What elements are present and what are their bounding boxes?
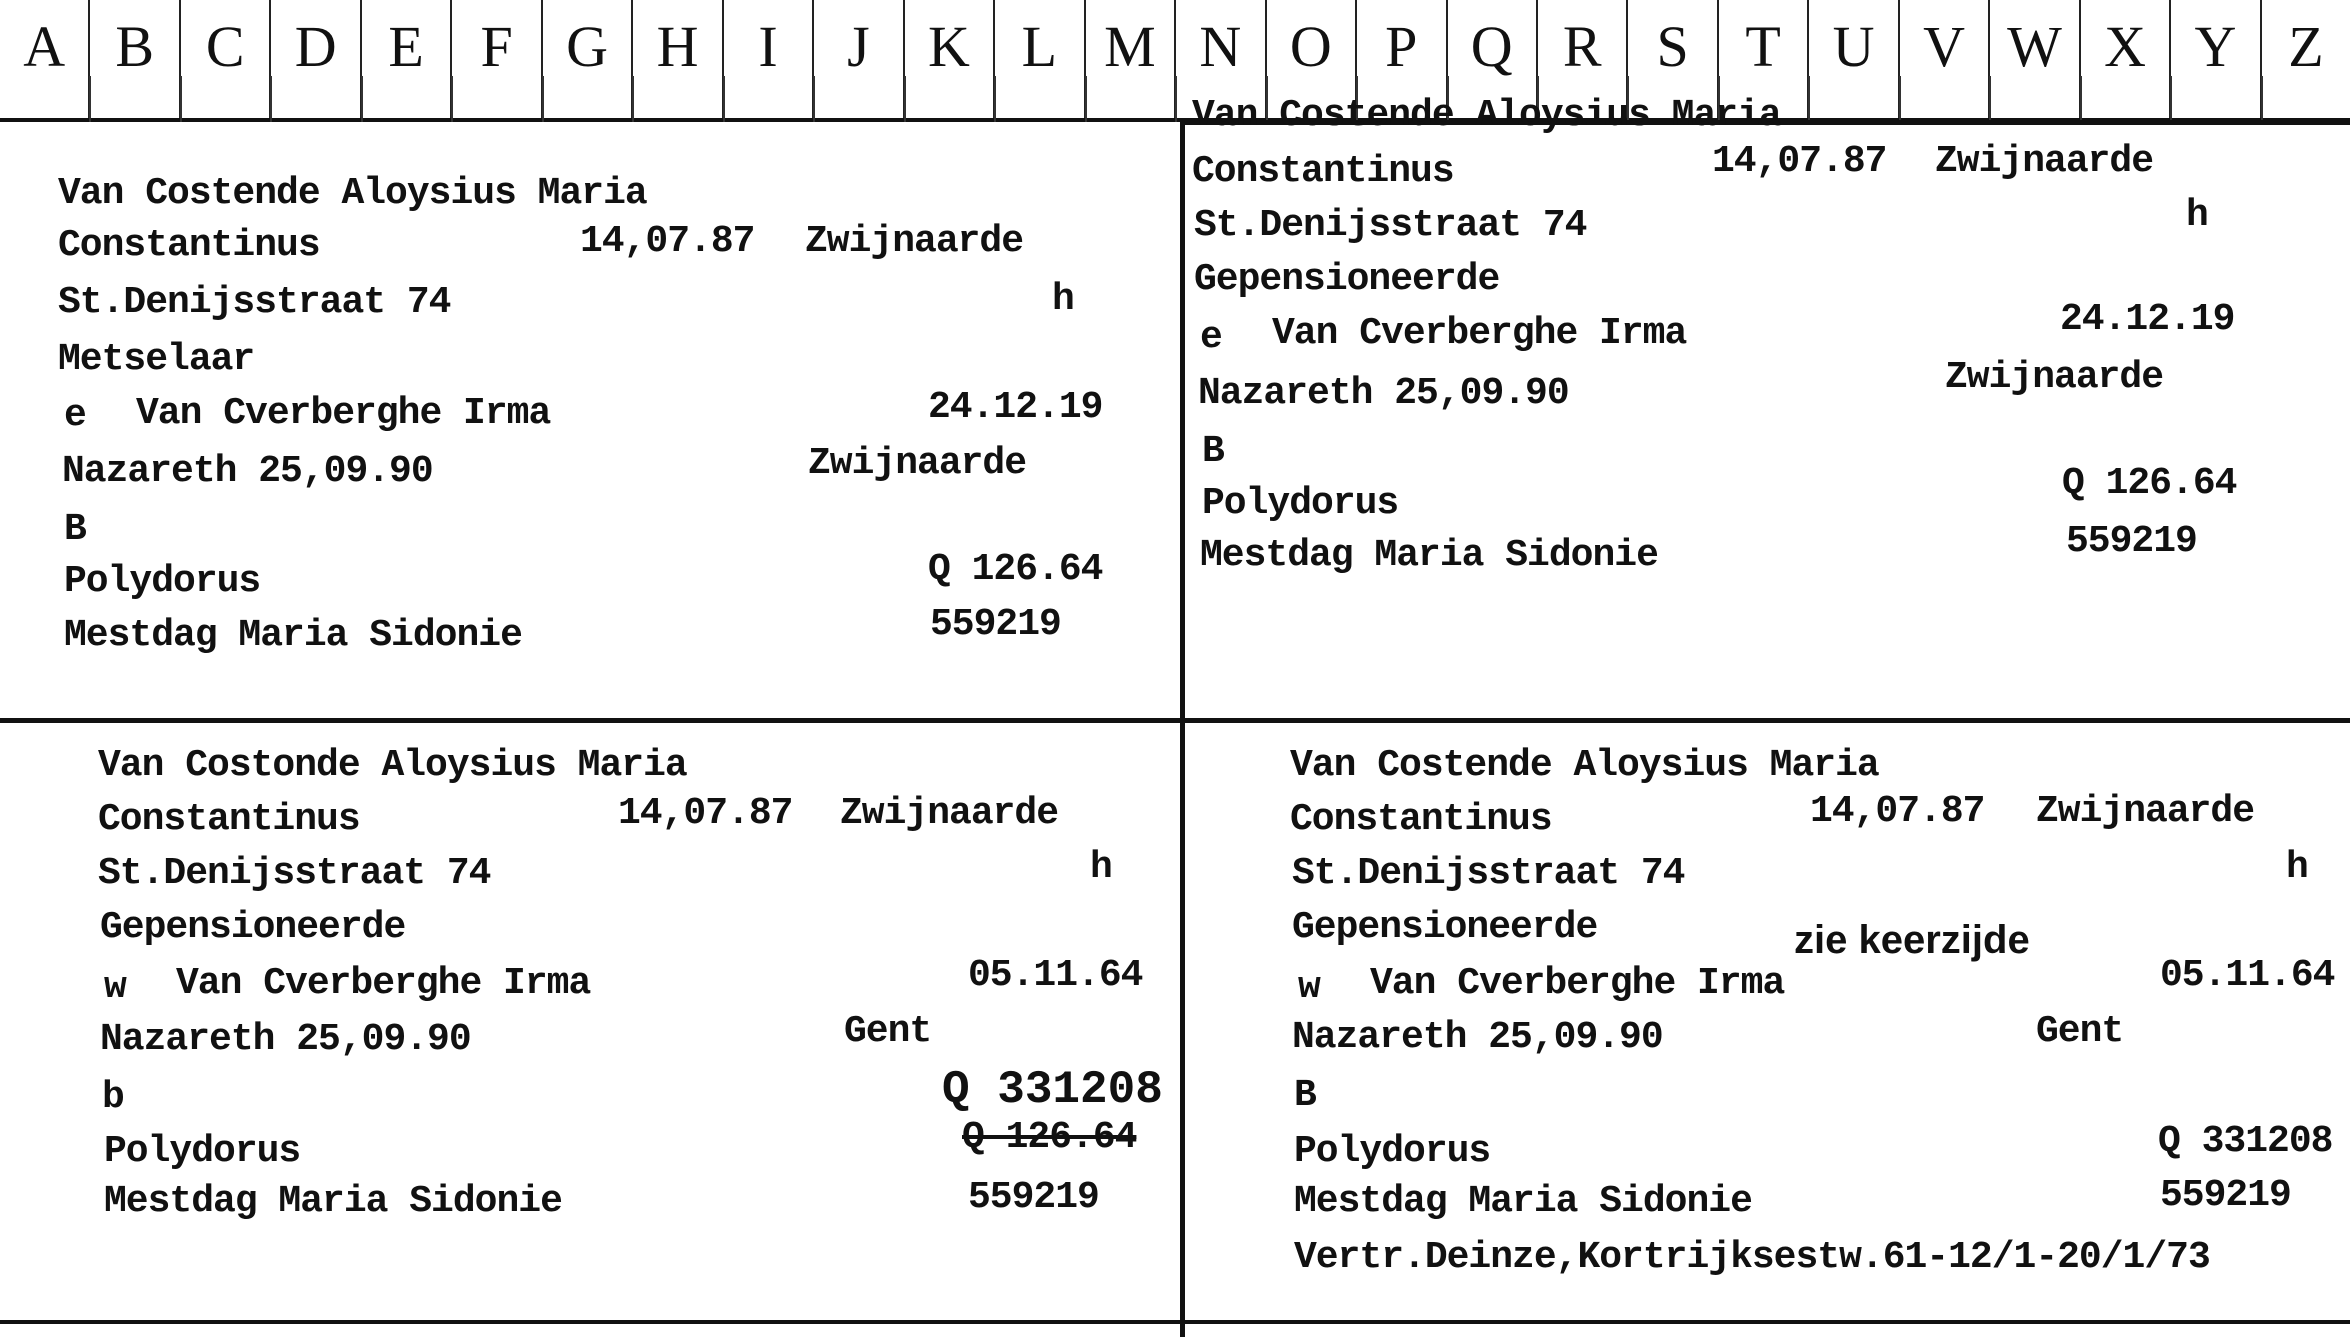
card-occupation: Gepensioneerde	[1194, 258, 1500, 301]
card-code: 559219	[2160, 1174, 2291, 1217]
card-spouse-birth: Nazareth 25,09.90	[62, 450, 433, 493]
card-spouse-prefix: w	[1298, 966, 1320, 1009]
card-birth-date: 14,07.87	[1810, 790, 1985, 833]
alpha-letter: I	[724, 0, 814, 118]
card-first-name: Constantinus	[1192, 150, 1454, 193]
card-code: 559219	[968, 1176, 1099, 1219]
card-mother: Mestdag Maria Sidonie	[1200, 534, 1658, 577]
card-father: Polydorus	[1294, 1130, 1491, 1173]
alpha-letter: H	[633, 0, 723, 118]
card-occupation: Gepensioneerde	[1292, 906, 1598, 949]
card-number-old: Q 126.64	[962, 1116, 1137, 1159]
card-spouse-prefix: w	[104, 966, 126, 1009]
alpha-letter: L	[995, 0, 1085, 118]
card-birth-place: Zwijnaarde	[840, 792, 1059, 835]
card-mark-b: b	[102, 1076, 124, 1119]
card-mark-h: h	[1090, 846, 1112, 889]
card-spouse: Van Cverberghe Irma	[136, 392, 551, 435]
card-spouse-date: 24.12.19	[2060, 298, 2235, 341]
card-name: Van Costende Aloysius Maria	[1290, 744, 1879, 787]
card-birth-date: 14,07.87	[580, 220, 755, 263]
card-number-stamp: Q 331208	[942, 1064, 1163, 1116]
card-spouse-birth: Nazareth 25,09.90	[100, 1018, 471, 1061]
card-birth-date: 14,07.87	[618, 792, 793, 835]
alpha-letter: V	[1900, 0, 1990, 118]
card-address: St.Denijsstraat 74	[58, 281, 451, 324]
card-birth-place: Zwijnaarde	[1935, 140, 2154, 183]
card-name: Van Costonde Aloysius Maria	[98, 744, 687, 787]
card-code: 559219	[930, 603, 1061, 646]
card-divider-horizontal	[0, 718, 2350, 723]
card-mark-h: h	[2286, 846, 2308, 889]
alpha-letter: F	[452, 0, 542, 118]
card-divider-bottom	[0, 1320, 2350, 1324]
card-number: Q 126.64	[2062, 462, 2237, 505]
card-code: 559219	[2066, 520, 2197, 563]
alpha-letter: N	[1176, 0, 1266, 118]
alpha-letter: S	[1628, 0, 1718, 118]
card-first-name: Constantinus	[98, 798, 360, 841]
alpha-letter: R	[1538, 0, 1628, 118]
alpha-letter: X	[2081, 0, 2171, 118]
card-spouse-place: Zwijnaarde	[808, 442, 1027, 485]
card-spouse-place: Gent	[844, 1010, 932, 1053]
alpha-letter: P	[1357, 0, 1447, 118]
card-spouse: Van Cverberghe Irma	[1272, 312, 1687, 355]
card-mark-b: B	[64, 508, 86, 551]
alpha-letter: M	[1086, 0, 1176, 118]
card-first-name: Constantinus	[1290, 798, 1552, 841]
card-address: St.Denijsstraat 74	[1292, 852, 1685, 895]
alpha-letter: D	[271, 0, 361, 118]
card-spouse-date: 05.11.64	[2160, 954, 2335, 997]
card-mother: Mestdag Maria Sidonie	[64, 614, 522, 657]
card-spouse-birth: Nazareth 25,09.90	[1292, 1016, 1663, 1059]
alpha-letter: E	[362, 0, 452, 118]
alphabet-index	[0, 0, 2350, 122]
card-divider-vertical	[1180, 122, 1185, 1337]
card-occupation: Gepensioneerde	[100, 906, 406, 949]
alpha-letter: W	[1990, 0, 2080, 118]
card-spouse-date: 24.12.19	[928, 386, 1103, 429]
alpha-letter: J	[814, 0, 904, 118]
alpha-letter: B	[90, 0, 180, 118]
alpha-letter: Q	[1448, 0, 1538, 118]
alpha-letter: Z	[2262, 0, 2350, 118]
card-mark-h: h	[1052, 278, 1074, 321]
card-name: Van Costende Aloysius Maria	[1192, 94, 1781, 137]
card-spouse-place: Gent	[2036, 1010, 2124, 1053]
alpha-letter: U	[1809, 0, 1899, 118]
card-spouse-birth: Nazareth 25,09.90	[1198, 372, 1569, 415]
card-note: zie keerzijde	[1794, 918, 2030, 962]
alpha-letter: T	[1719, 0, 1809, 118]
card-spouse-place: Zwijnaarde	[1945, 356, 2164, 399]
card-spouse: Van Cverberghe Irma	[1370, 962, 1785, 1005]
alpha-letter: A	[0, 0, 90, 118]
card-address: St.Denijsstraat 74	[1194, 204, 1587, 247]
card-birth-place: Zwijnaarde	[805, 220, 1024, 263]
alpha-letter: O	[1267, 0, 1357, 118]
card-departure: Vertr.Deinze,Kortrijksestw.61-12/1-20/1/73	[1294, 1236, 2210, 1279]
card-spouse: Van Cverberghe Irma	[176, 962, 591, 1005]
card-number: Q 331208	[2158, 1120, 2333, 1163]
alpha-letter: C	[181, 0, 271, 118]
card-address: St.Denijsstraat 74	[98, 852, 491, 895]
card-spouse-prefix: e	[64, 394, 86, 437]
card-father: Polydorus	[1202, 482, 1399, 525]
card-birth-date: 14,07.87	[1712, 140, 1887, 183]
card-mark-h: h	[2186, 194, 2208, 237]
card-mother: Mestdag Maria Sidonie	[104, 1180, 562, 1223]
card-father: Polydorus	[64, 560, 261, 603]
card-number: Q 126.64	[928, 548, 1103, 591]
alpha-letter: Y	[2171, 0, 2261, 118]
card-mother: Mestdag Maria Sidonie	[1294, 1180, 1752, 1223]
card-birth-place: Zwijnaarde	[2036, 790, 2255, 833]
card-mark-b: B	[1202, 430, 1224, 473]
card-name: Van Costende Aloysius Maria	[58, 172, 647, 215]
card-spouse-prefix: e	[1200, 316, 1222, 359]
card-spouse-date: 05.11.64	[968, 954, 1143, 997]
card-occupation: Metselaar	[58, 338, 255, 381]
card-mark-b: B	[1294, 1074, 1316, 1117]
card-father: Polydorus	[104, 1130, 301, 1173]
alpha-letter: K	[905, 0, 995, 118]
alpha-letter: G	[543, 0, 633, 118]
card-first-name: Constantinus	[58, 224, 320, 267]
